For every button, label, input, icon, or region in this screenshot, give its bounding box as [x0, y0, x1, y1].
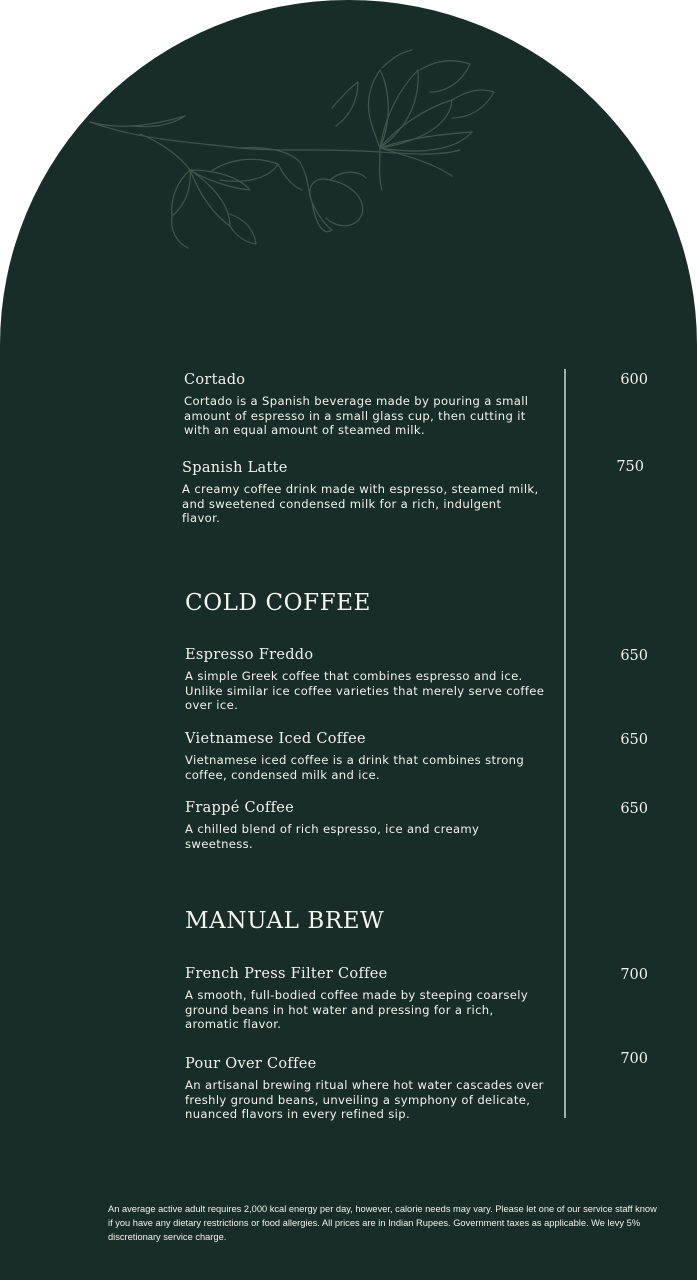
botanical-line-art-icon: [80, 30, 500, 260]
item-description: A smooth, full-bodied coffee made by steeping coarsely ground beans in hot water and pressing for a rich, aromatic flavor.: [185, 988, 529, 1032]
item-name: Frappé Coffee: [185, 800, 295, 816]
item-description: A chilled blend of rich espresso, ice and creamy sweetness.: [185, 822, 480, 851]
item-name: Vietnamese Iced Coffee: [185, 731, 366, 747]
item-price: 700: [620, 1051, 648, 1067]
item-price: 650: [620, 801, 648, 817]
item-price: 600: [620, 372, 648, 388]
item-description: An artisanal brewing ritual where hot water cascades over freshly ground beans, unveiling a symphony of delicate, nuanced flavors in every refined sip.: [185, 1078, 544, 1122]
menu-item: [185, 1056, 545, 1122]
footnote-disclaimer: An average active adult requires 2,000 kcal energy per day, however, calorie needs may vary. Please let one of our service staff know if you have any dietary restrictions or food allergies. All prices are in Indian Rupees. Government taxes as applicable. We levy 5% discretionary service charge.: [108, 1204, 657, 1242]
item-description: Vietnamese iced coffee is a drink that combines strong coffee, condensed milk and ice.: [185, 753, 525, 782]
menu-item: [184, 372, 544, 438]
item-description: A creamy coffee drink made with espresso, steamed milk, and sweetened condensed milk for a rich, indulgent flavor.: [182, 482, 539, 526]
item-description: Cortado is a Spanish beverage made by pouring a small amount of espresso in a small glass cup, then cutting it with an equal amount of steamed milk.: [184, 394, 529, 438]
item-price: 650: [620, 732, 648, 748]
item-name: Cortado: [184, 372, 246, 388]
menu-item: [182, 460, 542, 526]
column-divider: [564, 369, 566, 1118]
item-price: 700: [620, 967, 648, 983]
item-name: Pour Over Coffee: [185, 1056, 317, 1072]
section-title-cold-coffee: COLD COFFEE: [185, 590, 372, 616]
item-price: 750: [616, 459, 644, 475]
section-title-manual-brew: MANUAL BREW: [185, 908, 385, 934]
menu-item: [185, 731, 545, 782]
item-description: A simple Greek coffee that combines espresso and ice. Unlike similar ice coffee varieties that merely serve coffee over ice.: [185, 669, 545, 713]
item-name: Espresso Freddo: [185, 647, 314, 663]
menu-item: [185, 966, 545, 1032]
menu-item: [185, 647, 545, 713]
menu-item: [185, 800, 545, 851]
item-name: French Press Filter Coffee: [185, 966, 388, 982]
item-price: 650: [620, 648, 648, 664]
item-name: Spanish Latte: [182, 460, 288, 476]
